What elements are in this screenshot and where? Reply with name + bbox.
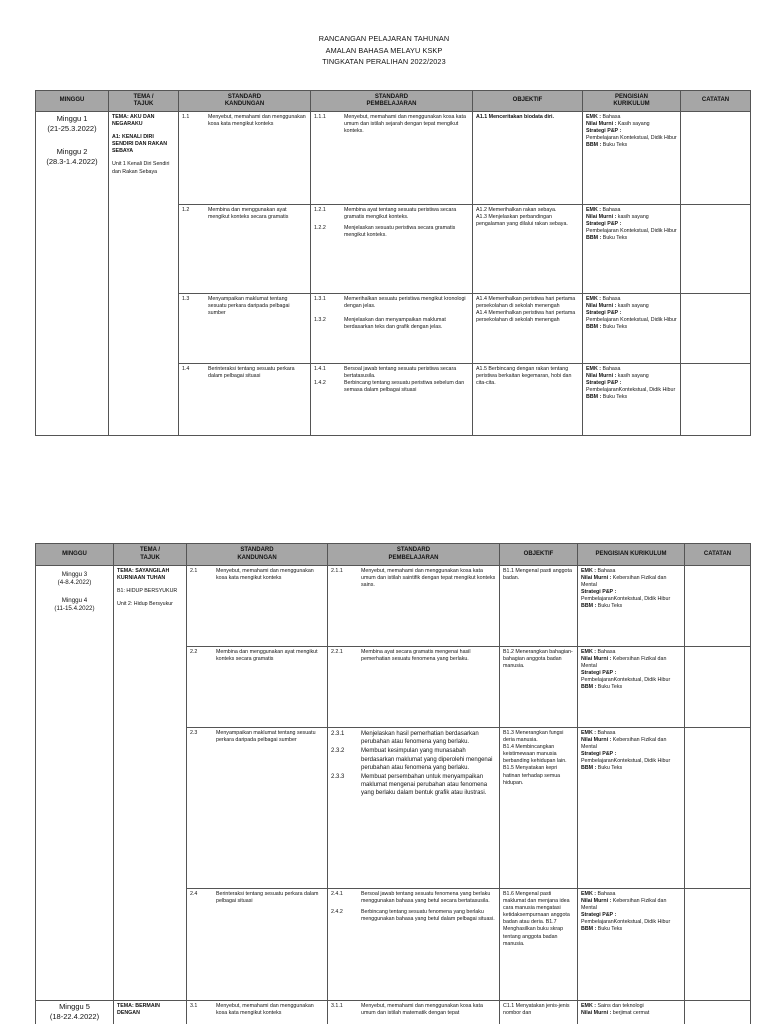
col-standard-pembelajaran: STANDARD PEMBELAJARAN <box>328 544 500 566</box>
catatan-cell <box>685 889 751 1001</box>
col-standard-kandungan: STANDARD KANDUNGAN <box>187 544 328 566</box>
catatan-cell <box>681 112 751 205</box>
standard-kandungan-cell: 1.3 Menyampaikan maklumat tentang sesuatu perkara daripada pelbagai sumber <box>179 294 311 364</box>
objektif-cell: A1.1 Menceritakan biodata diri. <box>473 112 583 205</box>
pengisian-kurikulum-cell: EMK : Bahasa Nilai Murni : Kasih sayang Strategi P&P : Pembelajaran Kontekstual, Didik Hibur BBM : Buku Teks <box>583 112 681 205</box>
document-title <box>0 33 768 68</box>
minggu-cell: Minggu 3 (4-8.4.2022) Minggu 4 (11-15.4.2022) <box>36 566 114 1001</box>
pengisian-kurikulum-cell: EMK : Bahasa Nilai Murni : kasih sayang Strategi P&P : PembelajaranKontekstual, Didik Hibur BBM : Buku Teks <box>583 364 681 436</box>
pengisian-kurikulum-cell: EMK : Sains dan teknologi Nilai Murni : berjimat cermat <box>578 1001 685 1024</box>
tema-cell: TEMA: AKU DAN NEGARAKU A1: KENALI DIRI SENDIRI DAN RAKAN SEBAYA Unit 1 Kenali Diri Sendiri dan Rakan Sebaya <box>109 112 179 436</box>
title-line-2: AMALAN BAHASA MELAYU KSKP <box>325 45 443 55</box>
table-row <box>36 112 751 205</box>
catatan-cell <box>681 364 751 436</box>
objektif-cell: A1.4 Memerihalkan peristiwa hari pertama persekolahan di sekolah menengah A1.4 Memerihalkan peristiwa hari pertama persekolahan di sekolah menengah <box>473 294 583 364</box>
col-standard-kandungan: STANDARD KANDUNGAN <box>179 91 311 112</box>
title-line-3: TINGKATAN PERALIHAN 2022/2023 <box>322 57 446 66</box>
lesson-plan-table-2 <box>35 543 751 1024</box>
standard-kandungan-cell: 2.3 Menyampaikan maklumat tentang sesuatu perkara daripada pelbagai sumber <box>187 728 328 889</box>
standard-pembelajaran-cell: 1.1.1 Menyebut, memahami dan menggunakan kosa kata umum dan istilah sejarah dengan tepat mengikut konteks. <box>311 112 473 205</box>
catatan-cell <box>681 294 751 364</box>
catatan-cell <box>685 728 751 889</box>
tema-cell: TEMA: BERMAIN DENGAN <box>114 1001 187 1024</box>
objektif-cell: C1.1 Menyatakan jenis-jenis nombor dan <box>500 1001 578 1024</box>
col-objektif: OBJEKTIF <box>500 544 578 566</box>
col-objektif: OBJEKTIF <box>473 91 583 112</box>
catatan-cell <box>681 205 751 294</box>
pengisian-kurikulum-cell: EMK : Bahasa Nilai Murni : Kebersihan Fizikal dan Mental Strategi P&P : PembelajaranKontekstual, Didik Hibur BBM : Buku Teks <box>578 889 685 1001</box>
pengisian-kurikulum-cell: EMK : Bahasa Nilai Murni : Kebersihan Fizikal dan Mental Strategi P&P : PembelajaranKontekstual, Didik Hibur BBM : Buku Teks <box>578 728 685 889</box>
minggu-cell: Minggu 1 (21-25.3.2022) Minggu 2 (28.3-1.4.2022) <box>36 112 109 436</box>
standard-kandungan-cell: 1.2 Membina dan menggunakan ayat mengikut konteks secara gramatis <box>179 205 311 294</box>
pengisian-kurikulum-cell: EMK : Bahasa Nilai Murni : kasih sayang Strategi P&P : Pembelajaran Kontekstual, Didik Hibur BBM : Buku Teks <box>583 294 681 364</box>
col-tema: TEMA / TAJUK <box>109 91 179 112</box>
standard-pembelajaran-cell: 2.4.1 Bersoal jawab tentang sesuatu fenomena yang berlaku menggunakan bahasa yang betul secara bertatasusila. 2.4.2 Berbincang tentang sesuatu fenomena yang berlaku menggunakan bahasa yang betul dalam pelbagai situasi. <box>328 889 500 1001</box>
col-minggu: MINGGU <box>36 91 109 112</box>
pengisian-kurikulum-cell: EMK : Bahasa Nilai Murni : kasih sayang Strategi P&P : Pembelajaran Kontekstual, Didik Hibur BBM : Buku Teks <box>583 205 681 294</box>
objektif-cell: A1.5 Berbincang dengan rakan tentang peristiwa berkaitan kegemaran, hobi dan cita-cita. <box>473 364 583 436</box>
minggu-cell: Minggu 5 (18-22.4.2022) <box>36 1001 114 1024</box>
tema-cell: TEMA: SAYANGILAH KURNIAAN TUHAN B1: HIDUP BERSYUKUR Unit 2: Hidup Bersyukur <box>114 566 187 1001</box>
col-tema: TEMA / TAJUK <box>114 544 187 566</box>
pengisian-kurikulum-cell: EMK : Bahasa Nilai Murni : Kebersihan Fizikal dan Mental Strategi P&P : PembelajaranKontekstual, Didik Hibur BBM : Buku Teks <box>578 566 685 647</box>
table-header-row <box>36 91 751 112</box>
objektif-cell: B1.2 Menerangkan bahagian-bahagian anggota badan manusia. <box>500 647 578 728</box>
standard-kandungan-cell: 2.1 Menyebut, memahami dan menggunakan kosa kata mengikut konteks <box>187 566 328 647</box>
col-minggu: MINGGU <box>36 544 114 566</box>
col-standard-pembelajaran: STANDARD PEMBELAJARAN <box>311 91 473 112</box>
title-line-1: RANCANGAN PELAJARAN TAHUNAN <box>318 34 450 43</box>
objektif-cell: B1.6 Mengenal pasti maklumat dan menjana idea cara manusia mengatasi ketidaksempurnaan anggota badan atau deria. B1.7 Menghasilkan buku skrap tentang anggota badan manusia. <box>500 889 578 1001</box>
standard-pembelajaran-cell: 2.3.1 Menjelaskan hasil pemerhatian berdasarkan perubahan atau fenomena yang berlaku. 2.3.2 Membuat kesimpulan yang munasabah berdasarkan maklumat yang diperolehi mengenai perubahan atau fenomena yang berlaku. 2.3.3 Membuat persembahan untuk menyampaikan maklumat mengenai perubahan atau fenomena yang berlaku dalam bentuk grafik atau ilustrasi. <box>328 728 500 889</box>
standard-kandungan-cell: 2.2 Membina dan menggunakan ayat mengikut konteks secara gramatis <box>187 647 328 728</box>
table-header-row <box>36 544 751 566</box>
standard-pembelajaran-cell: 1.4.1 Bersoal jawab tentang sesuatu peristiwa secara bertatasusila. 1.4.2 Berbincang tentang sesuatu peristiwa sebelum dan semasa dalam pelbagai situasi <box>311 364 473 436</box>
col-pengisian-kurikulum: PENGISIAN KURIKULUM <box>578 544 685 566</box>
objektif-cell: B1.1 Mengenal pasti anggota badan. <box>500 566 578 647</box>
standard-pembelajaran-cell: 2.2.1 Membina ayat secara gramatis mengenai hasil pemerhatian sesuatu fenomena yang berlaku. <box>328 647 500 728</box>
objektif-cell: B1.3 Menerangkan fungsi deria manusia. B1.4 Membincangkan keistimewaan manusia berbanding kehidupan lain. B1.5 Menyatakan kepri hatinan terhadap semua hidupan. <box>500 728 578 889</box>
col-catatan: CATATAN <box>685 544 751 566</box>
col-catatan: CATATAN <box>681 91 751 112</box>
standard-pembelajaran-cell: 1.3.1 Memerihalkan sesuatu peristiwa mengikut kronologi dengan jelas. 1.3.2 Menjelaskan dan menyampaikan maklumat berdasarkan teks dan grafik dengan jelas. <box>311 294 473 364</box>
table-row <box>36 1001 751 1024</box>
objektif-cell: A1.2 Memerihalkan rakan sebaya. A1.3 Menjelaskan perbandingan pengalaman yang dilalui rakan sebaya. <box>473 205 583 294</box>
standard-pembelajaran-cell: 1.2.1 Membina ayat tentang sesuatu peristiwa secara gramatis mengikut konteks. 1.2.2 Menjelaskan sesuatu peristiwa secara gramatis mengikut konteks. <box>311 205 473 294</box>
standard-kandungan-cell: 1.1 Menyebut, memahami dan menggunakan kosa kata mengikut konteks <box>179 112 311 205</box>
col-pengisian-kurikulum: PENGISIAN KURIKULUM <box>583 91 681 112</box>
standard-kandungan-cell: 3.1 Menyebut, memahami dan menggunakan kosa kata mengikut konteks <box>187 1001 328 1024</box>
standard-kandungan-cell: 2.4 Berinteraksi tentang sesuatu perkara dalam pelbagai situasi <box>187 889 328 1001</box>
lesson-plan-table-1 <box>35 90 751 436</box>
catatan-cell <box>685 647 751 728</box>
table-row <box>36 566 751 647</box>
standard-kandungan-cell: 1.4 Berinteraksi tentang sesuatu perkara dalam pelbagai situasi <box>179 364 311 436</box>
catatan-cell <box>685 1001 751 1024</box>
pengisian-kurikulum-cell: EMK : Bahasa Nilai Murni : Kebersihan Fizikal dan Mental Strategi P&P : PembelajaranKontekstual, Didik Hibur BBM : Buku Teks <box>578 647 685 728</box>
standard-pembelajaran-cell: 3.1.1 Menyebut, memahami dan menggunakan kosa kata umum dan istilah matematik dengan tepat <box>328 1001 500 1024</box>
standard-pembelajaran-cell: 2.1.1 Menyebut, memahami dan menggunakan kosa kata umum dan istilah saintifik dengan tepat mengikut konteks sains. <box>328 566 500 647</box>
catatan-cell <box>685 566 751 647</box>
